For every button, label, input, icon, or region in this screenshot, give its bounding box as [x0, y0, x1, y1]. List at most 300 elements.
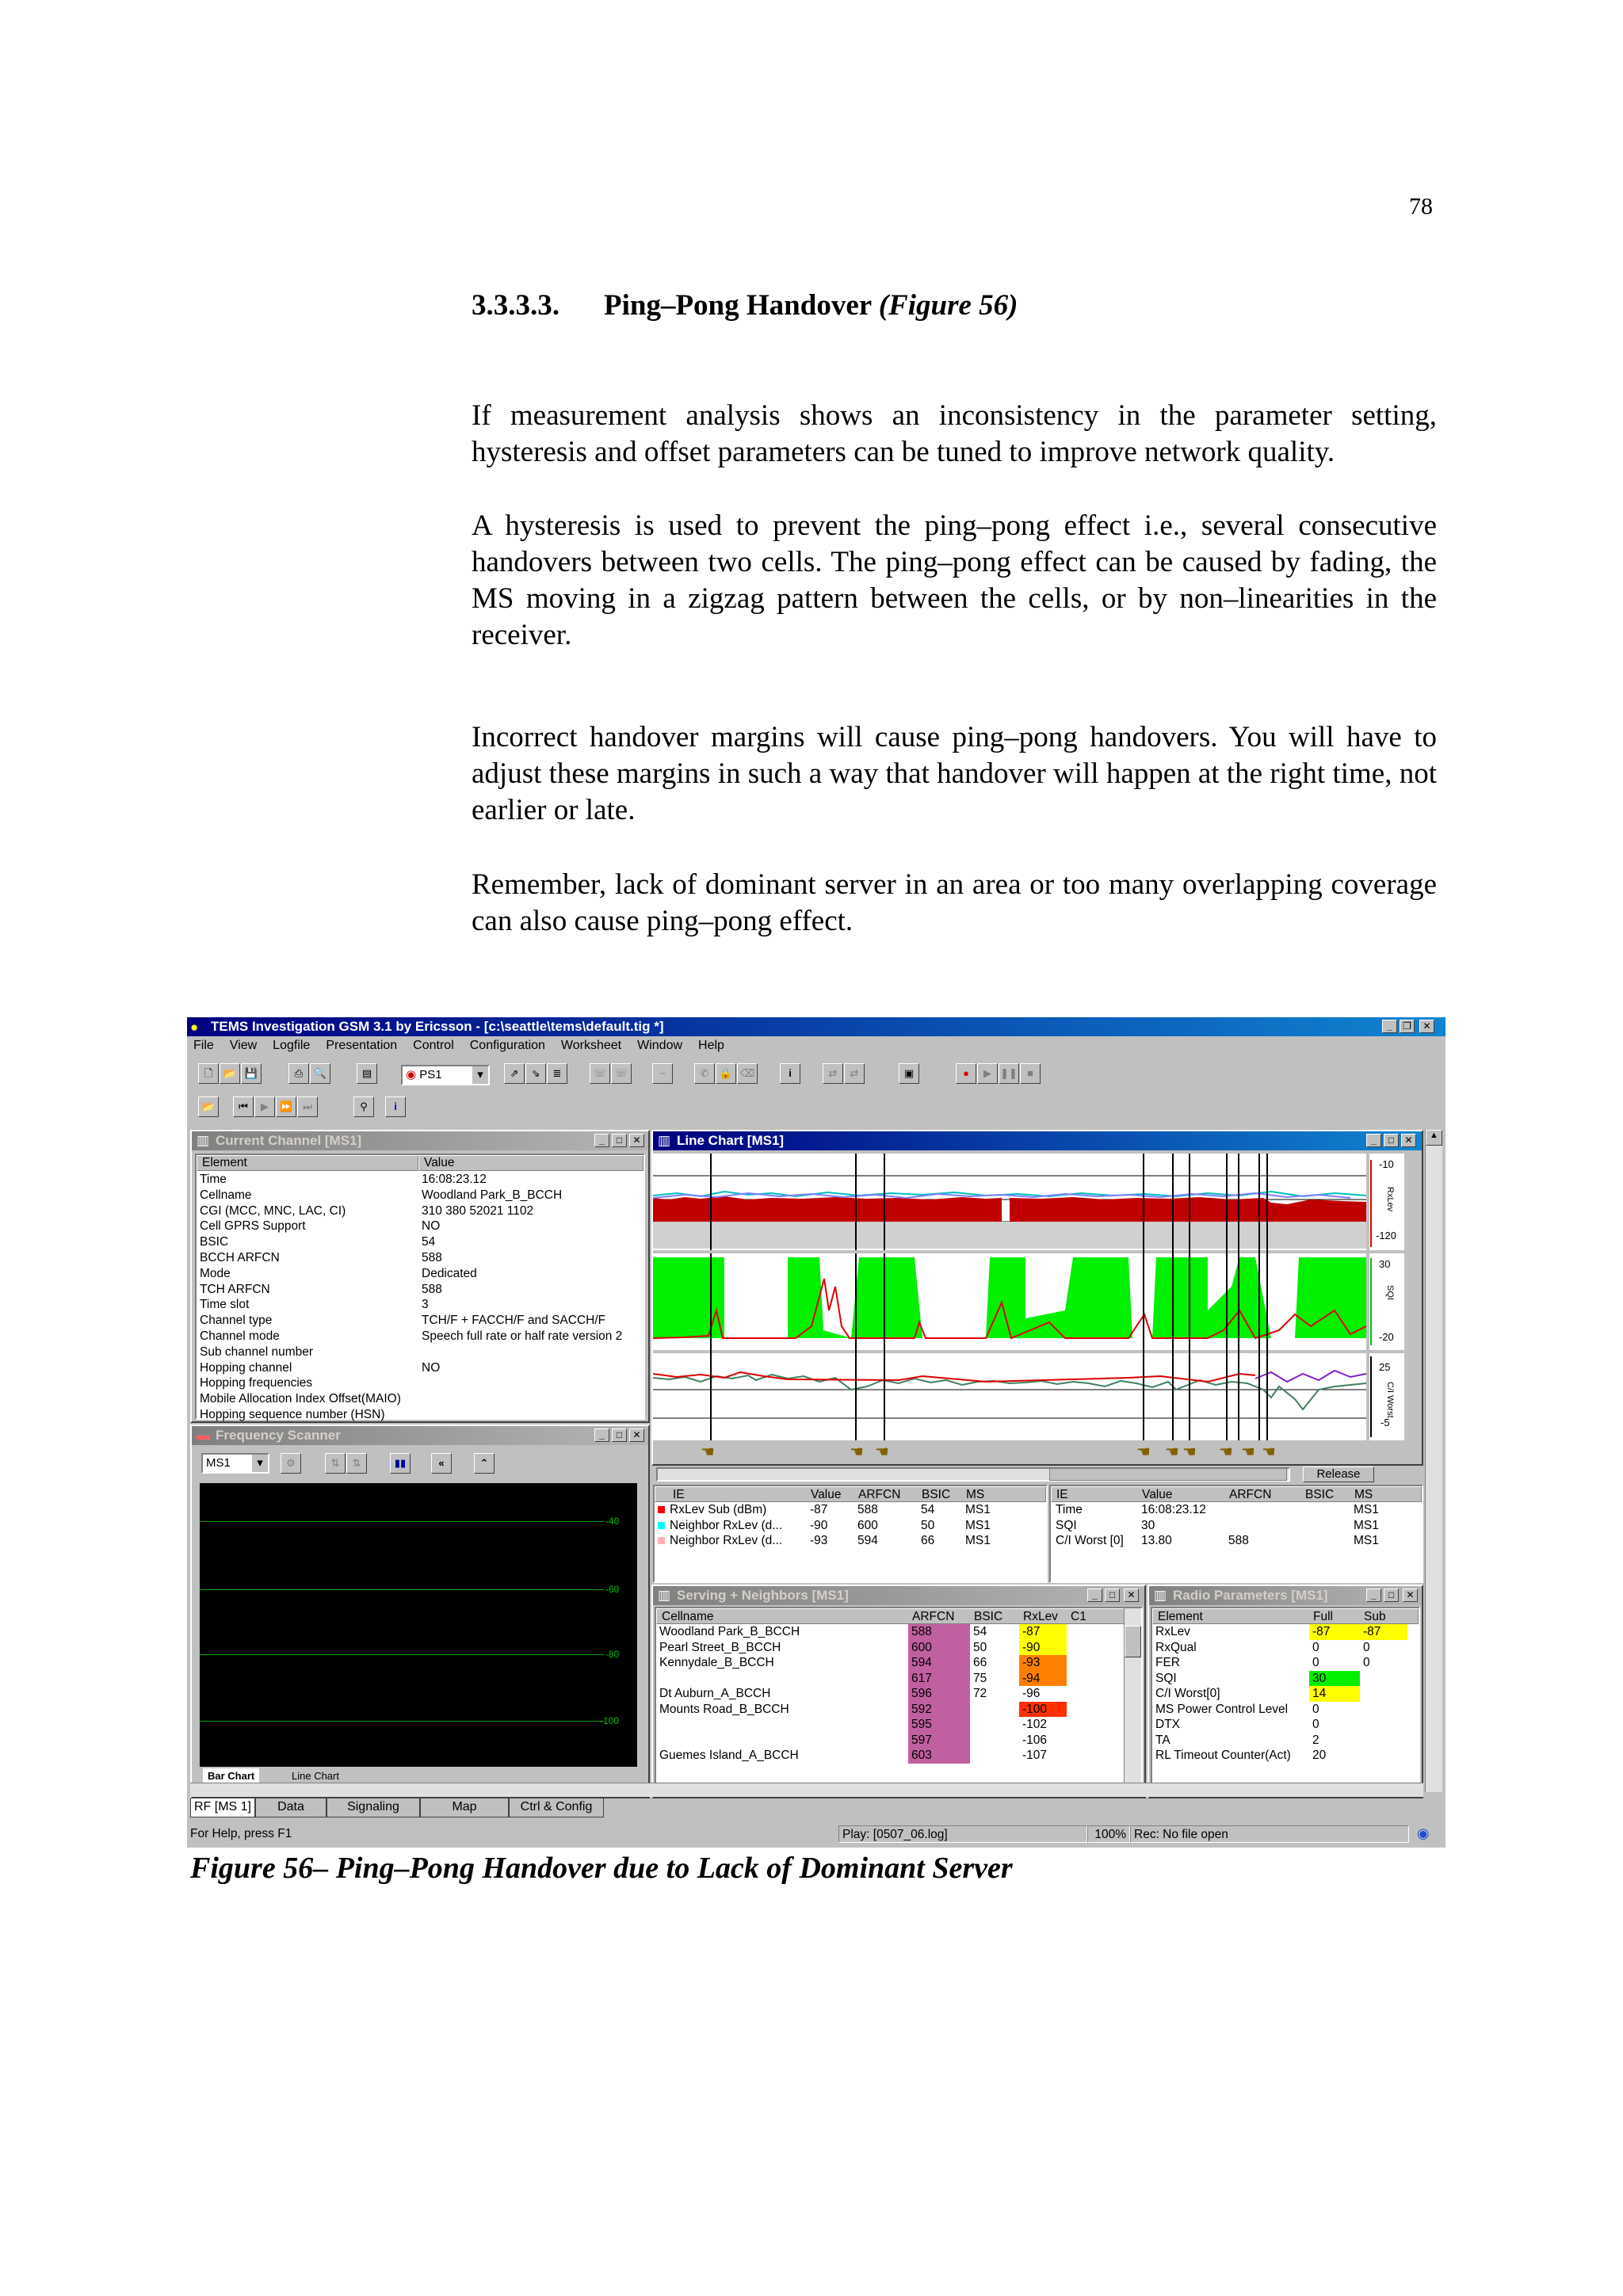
minimize-icon[interactable]: _ — [1366, 1589, 1381, 1602]
skip-end-icon[interactable]: ⏭ — [297, 1097, 318, 1117]
row-value: NO — [422, 1360, 441, 1375]
handover-event-icon[interactable]: ☚ — [1165, 1444, 1179, 1461]
info-bsic — [1304, 1533, 1354, 1549]
sync2-icon[interactable]: ⇄ — [844, 1063, 865, 1084]
minimize-icon[interactable]: _ — [1366, 1134, 1381, 1147]
chart-scroll-row — [653, 1466, 1423, 1483]
radio-element: DTX — [1155, 1718, 1180, 1731]
serving-bsic: 75 — [973, 1671, 987, 1685]
serving-neighbors-title: Serving + Neighbors [MS1] — [677, 1588, 849, 1603]
serving-cellname — [656, 1717, 908, 1733]
info-arfcn — [1228, 1502, 1304, 1518]
radio-full: 20 — [1312, 1749, 1327, 1762]
table-row[interactable] — [656, 1748, 1141, 1764]
serving-c1 — [1067, 1748, 1106, 1764]
column-header-rxlev[interactable]: RxLev — [1023, 1610, 1058, 1623]
table-row[interactable] — [1152, 1702, 1419, 1718]
info-arfcn — [1228, 1518, 1304, 1534]
column-header-c1[interactable]: C1 — [1071, 1610, 1086, 1623]
handover-event-icon[interactable]: ☚ — [1241, 1444, 1255, 1461]
info-ie: Time — [1056, 1503, 1083, 1516]
frequency-scanner-title: Frequency Scanner — [216, 1428, 341, 1443]
ms-select[interactable] — [201, 1453, 269, 1474]
serving-scroll-thumb[interactable] — [1125, 1626, 1141, 1657]
skip-start-icon[interactable]: ⏮ — [233, 1097, 254, 1117]
properties-icon[interactable]: ▤ — [357, 1063, 377, 1084]
legend-ms: MS1 — [965, 1503, 991, 1516]
serving-rxlev: -106 — [1019, 1733, 1067, 1749]
info-arfcn: 588 — [1228, 1534, 1249, 1547]
lock-icon[interactable]: 🔒 — [716, 1063, 736, 1084]
open-logfile-icon[interactable]: 📂 — [198, 1097, 219, 1117]
radio-sub — [1360, 1702, 1407, 1718]
ps-select[interactable] — [401, 1065, 490, 1085]
save-icon[interactable]: 💾 — [241, 1063, 262, 1084]
table-row — [200, 1203, 643, 1219]
serving-header — [656, 1608, 1141, 1624]
section-heading — [472, 288, 1018, 322]
disk-icon[interactable]: ▣ — [899, 1063, 919, 1084]
column-header-sub[interactable]: Sub — [1364, 1610, 1386, 1623]
scroll-up-icon[interactable]: ▲ — [1426, 1130, 1442, 1146]
column-header-element[interactable]: Element — [1158, 1610, 1203, 1623]
info-ie: C/I Worst [0] — [1056, 1534, 1124, 1547]
radio-rows — [1152, 1624, 1419, 1764]
column-header-ms[interactable]: MS — [966, 1488, 985, 1501]
radio-element: MS Power Control Level — [1155, 1702, 1289, 1716]
maximize-icon[interactable]: □ — [1384, 1134, 1399, 1147]
close-icon[interactable]: ✕ — [1419, 1020, 1434, 1033]
level-label: -40 — [605, 1516, 620, 1527]
info-row — [1051, 1518, 1422, 1534]
play-icon[interactable]: ▶ — [977, 1063, 998, 1084]
release-button[interactable]: Release — [1303, 1466, 1374, 1482]
serving-rxlev: -94 — [1019, 1671, 1067, 1687]
table-row — [200, 1391, 643, 1407]
legend-row[interactable] — [655, 1533, 1046, 1549]
column-header-value[interactable]: Value — [811, 1488, 842, 1501]
table-row[interactable] — [656, 1686, 1141, 1702]
radio-full: 0 — [1312, 1702, 1319, 1716]
close-icon[interactable]: ✕ — [629, 1428, 644, 1442]
minimize-icon[interactable]: _ — [1382, 1020, 1397, 1033]
handover-event-icon[interactable]: ☚ — [1182, 1444, 1197, 1461]
menu-configuration[interactable]: Configuration — [469, 1039, 545, 1052]
current-channel-title-bar — [192, 1131, 648, 1150]
globe-status-icon: ◉ — [1417, 1825, 1430, 1841]
handover-event-icon[interactable]: ☚ — [875, 1444, 889, 1461]
menu-bar — [193, 1039, 740, 1053]
double-left-icon[interactable]: « — [431, 1453, 452, 1474]
close-icon[interactable]: ✕ — [629, 1134, 644, 1147]
table-row — [200, 1266, 643, 1282]
serving-rxlev: -90 — [1019, 1640, 1067, 1656]
column-header-arfcn[interactable]: ARFCN — [1229, 1488, 1272, 1501]
tems-screenshot — [187, 1017, 1445, 1848]
gridline — [200, 1654, 604, 1655]
step-icon[interactable]: ▶ — [254, 1097, 275, 1117]
row-element: Hopping frequencies — [200, 1376, 313, 1390]
radio-parameters-title: Radio Parameters [MS1] — [1173, 1588, 1328, 1603]
tab-bar-chart[interactable]: Bar Chart — [203, 1768, 259, 1784]
ps-select-value: PS1 — [419, 1068, 442, 1081]
serving-arfcn: 595 — [908, 1717, 970, 1733]
table-row — [200, 1375, 643, 1391]
legend-value: -87 — [810, 1503, 828, 1516]
new-icon[interactable]: 🗋 — [198, 1063, 219, 1084]
radio-element: SQI — [1155, 1671, 1177, 1685]
chart-scrollbar[interactable] — [1406, 1154, 1420, 1455]
window-icon: ▥ — [1154, 1588, 1167, 1603]
handover-event-icon[interactable]: ☚ — [1136, 1444, 1151, 1461]
open-icon[interactable]: 📂 — [220, 1063, 240, 1084]
info-row — [1051, 1502, 1422, 1518]
serving-table — [655, 1607, 1143, 1797]
table-row[interactable] — [1152, 1733, 1419, 1749]
main-vscroll[interactable] — [1425, 1130, 1442, 1792]
current-channel-title: Current Channel [MS1] — [216, 1133, 362, 1148]
level-label: -60 — [605, 1584, 620, 1595]
serving-c1 — [1067, 1655, 1106, 1671]
row-element: BSIC — [200, 1235, 229, 1249]
table-row — [200, 1329, 643, 1344]
frequency-scanner-title-bar — [192, 1426, 648, 1445]
row-element: CGI (MCC, MNC, LAC, CI) — [200, 1203, 346, 1218]
table-row[interactable] — [656, 1717, 1141, 1733]
radio-full: 0 — [1312, 1656, 1319, 1669]
radio-element: FER — [1155, 1656, 1180, 1669]
ci-axis-label: C/I Worst — [1385, 1382, 1395, 1418]
serving-c1 — [1067, 1671, 1106, 1687]
handover-event-icon[interactable]: ☚ — [1219, 1444, 1233, 1461]
radio-full: 0 — [1312, 1718, 1319, 1731]
serving-rxlev: -102 — [1019, 1717, 1067, 1733]
radio-element: TA — [1155, 1733, 1170, 1747]
record-icon[interactable]: ● — [956, 1063, 976, 1084]
column-header-arfcn[interactable]: ARFCN — [858, 1488, 901, 1501]
serving-bsic: 50 — [973, 1640, 987, 1654]
legend-ie: Neighbor RxLev (d... — [655, 1518, 810, 1534]
table-row[interactable] — [656, 1702, 1141, 1718]
window-icon: ▥ — [658, 1588, 671, 1603]
disconnect-icon[interactable]: ⇘ — [525, 1063, 546, 1084]
row-element: Mobile Allocation Index Offset(MAIO) — [200, 1392, 401, 1406]
handover-event-icon[interactable]: ☚ — [1262, 1444, 1276, 1461]
sqi-axis-label: SQI — [1385, 1285, 1395, 1300]
figure-caption: Figure 56– Ping–Pong Handover due to Lack of Dominant Server — [190, 1852, 1013, 1885]
current-channel-rows — [200, 1172, 643, 1423]
column-header-element[interactable]: Element — [197, 1155, 418, 1171]
handover-event-icon[interactable]: ☚ — [701, 1444, 715, 1461]
legend-arfcn: 594 — [857, 1534, 878, 1547]
radio-full: 2 — [1312, 1733, 1319, 1747]
info-bsic — [1304, 1518, 1354, 1534]
menu-view[interactable]: View — [229, 1039, 258, 1052]
status-rec: Rec: No file open — [1130, 1825, 1409, 1843]
column-header-bsic[interactable]: BSIC — [1305, 1488, 1335, 1501]
serving-bsic — [970, 1748, 1019, 1764]
app-logo-icon: ● — [190, 1020, 199, 1035]
rxlev-axis-bottom: -120 — [1376, 1230, 1397, 1241]
rxlev-axis-top: -10 — [1379, 1158, 1394, 1170]
info-bsic — [1304, 1502, 1354, 1518]
tab-ctrl-config[interactable]: Ctrl & Config — [509, 1798, 604, 1817]
menu-control[interactable]: Control — [413, 1039, 454, 1052]
info-ie: SQI — [1056, 1518, 1077, 1532]
chart-icon: ▥ — [658, 1133, 671, 1148]
script-icon[interactable]: ≣ — [547, 1063, 567, 1084]
rxlev-area — [653, 1196, 1002, 1222]
row-value: 3 — [422, 1298, 429, 1312]
column-header-bsic[interactable]: BSIC — [974, 1610, 1003, 1623]
column-header-cellname[interactable]: Cellname — [662, 1610, 714, 1623]
table-row[interactable] — [656, 1733, 1141, 1749]
row-element: Cell GPRS Support — [200, 1219, 306, 1234]
minimize-icon[interactable]: _ — [594, 1134, 609, 1147]
radio-sub — [1360, 1748, 1407, 1764]
handset-icon[interactable]: ✆ — [694, 1063, 715, 1084]
minimize-icon[interactable]: _ — [594, 1428, 609, 1442]
print-icon[interactable]: ⎙ — [288, 1063, 309, 1084]
handover-event-icon[interactable]: ☚ — [850, 1444, 864, 1461]
info-value: 16:08:23.12 — [1141, 1503, 1206, 1516]
serving-arfcn: 588 — [908, 1624, 970, 1640]
radio-sub: 0 — [1363, 1656, 1370, 1669]
serving-cellname: Guemes Island_A_BCCH — [659, 1749, 799, 1762]
table-row — [200, 1172, 643, 1188]
table-row[interactable] — [1152, 1624, 1419, 1640]
line-icon[interactable]: ~ — [652, 1063, 673, 1084]
section-figure-ref: (Figure 56) — [878, 289, 1018, 322]
maximize-icon[interactable]: □ — [1105, 1589, 1120, 1602]
serving-c1 — [1067, 1733, 1106, 1749]
row-value: 588 — [422, 1282, 442, 1296]
level-label: -100 — [600, 1715, 620, 1726]
bar-chart-icon[interactable]: ▮▮ — [390, 1453, 411, 1474]
close-icon[interactable]: ✕ — [1124, 1589, 1139, 1602]
row-value: 16:08:23.12 — [422, 1173, 487, 1186]
serving-c1 — [1067, 1702, 1106, 1718]
ci-axis-top: 25 — [1379, 1361, 1391, 1373]
radio-sub: 0 — [1363, 1640, 1370, 1654]
row-element: Channel type — [200, 1314, 273, 1328]
line-chart-title: Line Chart [MS1] — [677, 1133, 785, 1148]
print-preview-icon[interactable]: 🔍 — [310, 1063, 330, 1084]
info-icon[interactable]: i — [780, 1063, 800, 1084]
tab-data[interactable]: Data — [255, 1798, 327, 1817]
chart-hscroll-thumb[interactable] — [1049, 1468, 1287, 1481]
serving-c1 — [1067, 1717, 1106, 1733]
menu-presentation[interactable]: Presentation — [326, 1039, 398, 1052]
radio-header — [1152, 1608, 1419, 1624]
maximize-icon[interactable]: □ — [1384, 1589, 1399, 1602]
info-value: 30 — [1141, 1518, 1155, 1532]
radio-element: C/I Worst[0] — [1155, 1687, 1220, 1700]
row-element: Channel mode — [200, 1329, 280, 1343]
sort-icon[interactable]: ⇅ — [325, 1453, 346, 1474]
column-header-ms[interactable]: MS — [1354, 1488, 1373, 1501]
serving-cellname: Woodland Park_B_BCCH — [659, 1625, 800, 1638]
menu-worksheet[interactable]: Worksheet — [560, 1039, 622, 1052]
paragraph: Remember, lack of dominant server in an area or too many overlapping coverage can also cause ping–pong effect. — [472, 868, 1437, 937]
menu-window[interactable]: Window — [637, 1039, 683, 1052]
legend-ie: Neighbor RxLev (d... — [655, 1533, 810, 1549]
scanner-icon: ▬ — [197, 1428, 210, 1443]
serving-rxlev: -96 — [1019, 1686, 1067, 1702]
tab-map[interactable]: Map — [420, 1798, 509, 1817]
phone-icon[interactable]: ☏ — [590, 1063, 610, 1084]
chevron-down-icon: ▾ — [472, 1066, 488, 1084]
serving-cellname: Kennydale_B_BCCH — [659, 1656, 774, 1669]
legend-color-swatch — [658, 1506, 665, 1513]
current-channel-window — [190, 1130, 650, 1423]
info-ms: MS1 — [1354, 1518, 1379, 1532]
column-header-bsic[interactable]: BSIC — [922, 1488, 951, 1501]
table-row — [200, 1360, 643, 1376]
table-row[interactable] — [656, 1655, 1141, 1671]
close-icon[interactable]: ✕ — [1403, 1589, 1418, 1602]
serving-arfcn: 617 — [908, 1671, 970, 1687]
table-row[interactable] — [1152, 1717, 1419, 1733]
row-value: 588 — [422, 1250, 442, 1264]
serving-bsic: 54 — [973, 1625, 987, 1638]
row-element: BCCH ARFCN — [200, 1250, 280, 1264]
close-icon[interactable]: ✕ — [1401, 1134, 1416, 1147]
tab-signaling[interactable]: Signaling — [327, 1798, 420, 1817]
maximize-icon[interactable]: □ — [612, 1134, 627, 1147]
serving-cellname — [656, 1733, 908, 1749]
erase-icon[interactable]: ⌫ — [737, 1063, 758, 1084]
row-value: 54 — [422, 1235, 436, 1249]
info-value: 13.80 — [1141, 1534, 1172, 1547]
column-header-ie[interactable]: IE — [1056, 1488, 1068, 1501]
double-up-icon[interactable]: ⌃ — [474, 1453, 495, 1474]
restore-icon[interactable]: ❐ — [1400, 1020, 1415, 1033]
radio-full: 14 — [1309, 1686, 1360, 1702]
about-icon[interactable]: i — [385, 1097, 406, 1117]
sync-icon[interactable]: ⇄ — [823, 1063, 843, 1084]
menu-file[interactable]: File — [193, 1039, 214, 1052]
column-header-value[interactable]: Value — [1142, 1488, 1173, 1501]
table-row — [200, 1219, 643, 1234]
section-title: Ping–Pong Handover — [604, 289, 872, 322]
row-element: Mode — [200, 1266, 231, 1280]
app-title: TEMS Investigation GSM 3.1 by Ericsson - [c:\seattle\tems\default.tig *] — [211, 1019, 664, 1034]
minimize-icon[interactable]: _ — [1087, 1589, 1102, 1602]
table-row[interactable] — [656, 1671, 1141, 1687]
legend-bsic: 54 — [921, 1503, 935, 1516]
status-play: Play: [0507_06.log] — [838, 1825, 1087, 1843]
row-element: Time — [200, 1173, 227, 1186]
ms-select-value: MS1 — [206, 1456, 231, 1470]
gridline — [200, 1589, 604, 1590]
table-row[interactable] — [1152, 1640, 1419, 1656]
ci-axis-bottom: -5 — [1381, 1417, 1390, 1428]
sqi-axis-top: 30 — [1379, 1258, 1391, 1270]
table-row[interactable] — [656, 1624, 1141, 1640]
legend-ie: RxLev Sub (dBm) — [655, 1502, 810, 1518]
serving-arfcn: 597 — [908, 1733, 970, 1749]
column-header-value[interactable]: Value — [418, 1155, 643, 1171]
scan-settings-icon[interactable]: ⚙ — [281, 1453, 301, 1474]
pause-icon[interactable]: ❚❚ — [999, 1063, 1019, 1084]
row-element: Time slot — [200, 1298, 250, 1312]
table-row[interactable] — [1152, 1671, 1419, 1687]
legend-ms: MS1 — [965, 1534, 991, 1547]
chart-corner — [1366, 1442, 1422, 1464]
serving-arfcn: 600 — [908, 1640, 970, 1656]
radio-element: RxQual — [1155, 1640, 1197, 1654]
section-number: 3.3.3.3. — [472, 289, 559, 322]
radio-full: 0 — [1312, 1640, 1319, 1654]
stop-icon[interactable]: ■ — [1020, 1063, 1041, 1084]
app-title-bar — [187, 1017, 1445, 1036]
scanner-chart — [200, 1483, 637, 1767]
table-row[interactable] — [1152, 1748, 1419, 1764]
row-value: 310 380 52021 1102 — [422, 1203, 534, 1218]
menu-logfile[interactable]: Logfile — [273, 1039, 311, 1052]
chart-info-table — [1049, 1485, 1423, 1583]
legend-row[interactable] — [655, 1502, 1046, 1518]
sort2-icon[interactable]: ⇅ — [346, 1453, 367, 1474]
fast-forward-icon[interactable]: ⏩ — [276, 1097, 296, 1117]
serving-c1 — [1067, 1624, 1106, 1640]
row-value: TCH/F + FACCH/F and SACCH/F — [422, 1314, 606, 1328]
column-header-ie[interactable]: IE — [673, 1488, 685, 1501]
serving-cellname: Mounts Road_B_BCCH — [659, 1702, 789, 1716]
serving-cellname: Dt Auburn_A_BCCH — [659, 1687, 771, 1700]
serving-neighbors-window — [651, 1585, 1146, 1798]
page-number: 78 — [1409, 193, 1433, 219]
main-hscroll[interactable] — [190, 1783, 1423, 1797]
serving-rxlev: -93 — [1019, 1655, 1067, 1671]
row-value: Dedicated — [422, 1266, 477, 1280]
menu-help[interactable]: Help — [698, 1039, 724, 1052]
globe-icon: ◉ — [406, 1068, 417, 1081]
connect-icon[interactable]: ⇗ — [504, 1063, 525, 1084]
row-value: Speech full rate or half rate version 2 — [422, 1329, 623, 1343]
paragraph: A hysteresis is used to prevent the ping–pong effect i.e., several consecutive handovers between two cells. The ping–pong effect can be caused by fading, the MS moving in a zigzag pattern between the cells, or by non–linearities in the receiver. — [472, 509, 1437, 651]
maximize-icon[interactable]: □ — [612, 1428, 627, 1442]
tab-line-chart[interactable]: Line Chart — [292, 1770, 339, 1782]
sqi-axis-bottom: -20 — [1379, 1331, 1394, 1343]
table-row[interactable] — [1152, 1686, 1419, 1702]
legend-value: -90 — [810, 1518, 828, 1532]
column-header-arfcn[interactable]: ARFCN — [912, 1610, 955, 1623]
table-row[interactable] — [656, 1640, 1141, 1656]
legend-row[interactable] — [655, 1518, 1046, 1534]
status-zoom: 100% — [1087, 1825, 1130, 1843]
legend-ms: MS1 — [965, 1518, 991, 1532]
row-element: Hopping sequence number (HSN) — [200, 1407, 385, 1421]
legend-arfcn: 588 — [857, 1503, 878, 1516]
serving-bsic: 72 — [973, 1687, 987, 1700]
column-header-full[interactable]: Full — [1313, 1610, 1333, 1623]
serving-c1 — [1067, 1686, 1106, 1702]
info-rows — [1051, 1502, 1422, 1549]
table-row[interactable] — [1152, 1655, 1419, 1671]
radio-parameters-title-bar — [1149, 1586, 1422, 1605]
table-row — [200, 1188, 643, 1203]
tab-rf-ms1[interactable]: RF [MS 1] — [190, 1798, 255, 1817]
serving-rxlev: -87 — [1019, 1624, 1067, 1640]
serving-c1 — [1067, 1640, 1106, 1656]
table-row — [200, 1282, 643, 1298]
serving-scrollbar[interactable] — [1124, 1608, 1141, 1795]
filter-icon[interactable]: ⚲ — [353, 1097, 374, 1117]
legend-rows — [655, 1502, 1046, 1549]
phone2-icon[interactable]: ☏ — [611, 1063, 632, 1084]
